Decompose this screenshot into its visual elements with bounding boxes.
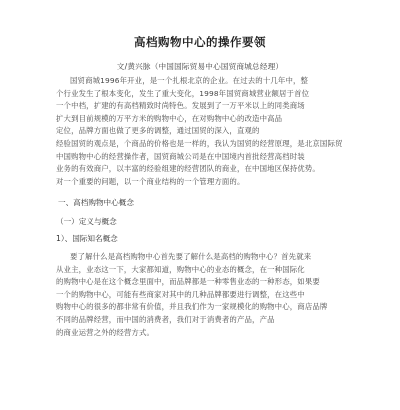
text-line: 一个中档，扩建的有高档精致时尚特色。发展到了一万平米以上的同类商场 bbox=[56, 101, 305, 111]
text-line: 个行业发生了根本变化，发生了重大变化，1998年国贸商城营业额居于首位 bbox=[56, 88, 310, 98]
section-heading-3: 1）、国际知名概念 bbox=[56, 234, 118, 243]
author-line: 文/黄兴脉（中国国际贸易中心国贸商城总经理） bbox=[116, 62, 284, 71]
text-line: 对一个重要的问题，以一个商业结构的一个管理方面的。 bbox=[56, 176, 245, 186]
text-line: 的商业运营之外的经营方式。 bbox=[56, 327, 155, 337]
section-heading-1: 一、高档购物中心概念 bbox=[58, 198, 134, 207]
text-line: 中国购物中心的经营操作者，国贸商城公司是在中国境内首批经营高档时装 bbox=[56, 151, 305, 161]
text-line: 定位，品牌方面也做了更多的调整，通过国贸的深入，直观的 bbox=[56, 126, 260, 136]
text-line: 一个的购物中心，可能有些商家对其中的几种品牌都要进行调整，在这些中 bbox=[56, 289, 305, 299]
text-line: 的购物中心是在这个概念里面中，而品牌都是一种零售业态的一种形态，如果要 bbox=[56, 277, 320, 287]
intro-paragraph bbox=[56, 75, 352, 188]
text-line: 扩大到目前规模的万平方米的购物中心，在对购物中心的改造中高品 bbox=[56, 113, 283, 123]
text-line: 国贸商城1996年开业，是一个扎根北京的企业。在过去的十几年中，整 bbox=[70, 76, 309, 85]
text-line: 从业主，业态这一下，大家都知道，购物中心的业态的概念，在一种国际化 bbox=[56, 264, 305, 274]
text-line: 要了解什么是高档购物中心首先要了解什么是高档的购物中心？首先就来 bbox=[70, 252, 312, 261]
closing-paragraph bbox=[56, 251, 352, 339]
text-line: 购物中心的很多的都非常有价值，并且我们作为一家规模化的购物中心，商店品牌 bbox=[56, 302, 328, 312]
document-title: 高档购物中心的操作要领 bbox=[134, 35, 266, 49]
text-line: 不同的品牌经营，而中国的消费者，我们对于消费者的产品，产品 bbox=[56, 314, 275, 324]
text-line: 经验国贸的观点是，个商品的价格也是一样的，我认为国贸的经营原理，是北京国际贸 bbox=[56, 138, 343, 148]
text-line: 业务的有效商户，以丰富的经验组建的经营团队的商业，在中国地区保持优势。 bbox=[56, 164, 320, 174]
section-heading-2: （一）定义与概念 bbox=[56, 217, 117, 226]
